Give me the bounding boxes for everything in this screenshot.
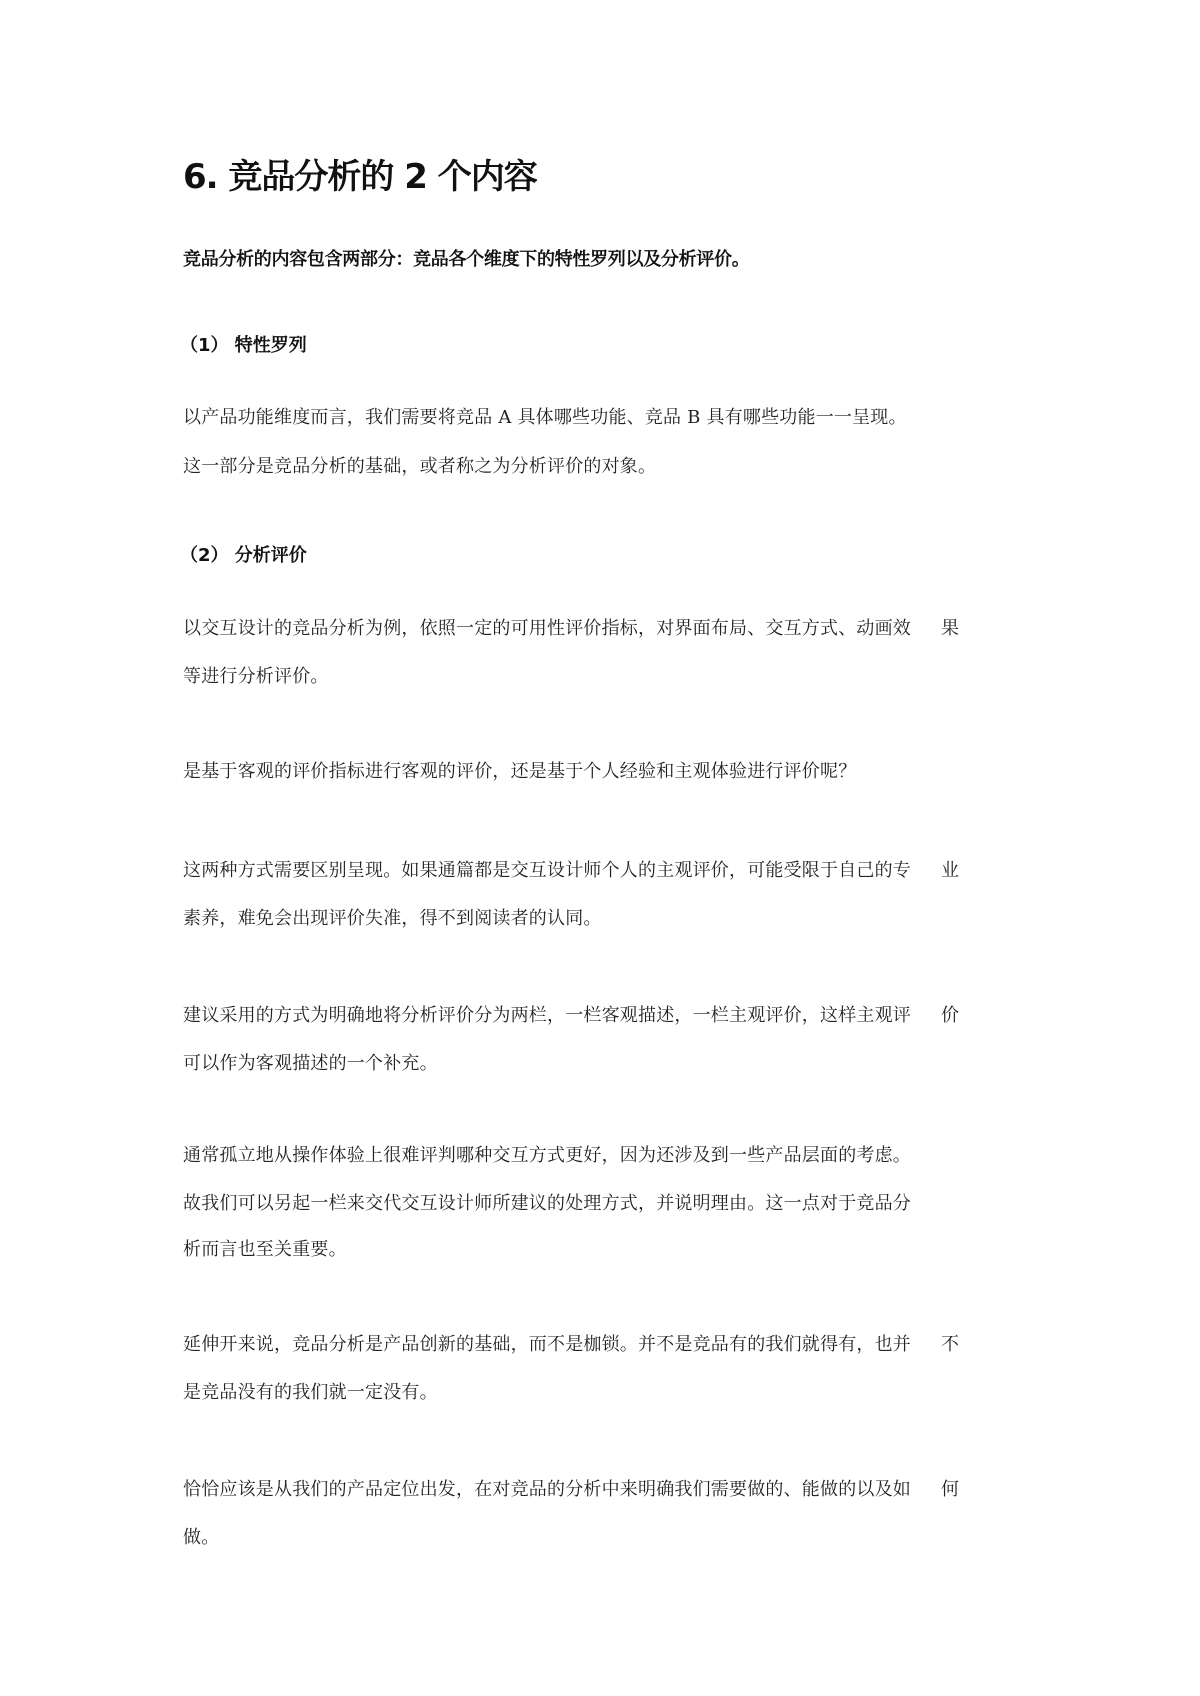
paragraph-line: 是基于客观的评价指标进行客观的评价，还是基于个人经验和主观体验进行评价呢？ — [183, 761, 857, 782]
line-text: 以交互设计的竞品分析为例，依照一定的可用性评价指标，对界面布局、交互方式、动画效 — [183, 618, 911, 639]
line-wrap-char: 何 — [941, 1479, 960, 1500]
paragraph-line: 等进行分析评价。 — [183, 666, 329, 687]
line-wrap-char: 业 — [941, 860, 960, 881]
intro-summary: 竞品分析的内容包含两部分：竞品各个维度下的特性罗列以及分析评价。 — [183, 249, 750, 270]
paragraph-line: 以产品功能维度而言，我们需要将竞品 A 具体哪些功能、竞品 B 具有哪些功能一一呈现。 — [183, 407, 907, 428]
paragraph-line: 可以作为客观描述的一个补充。 — [183, 1053, 438, 1074]
paragraph-line: 素养，难免会出现评价失准，得不到阅读者的认同。 — [183, 908, 602, 929]
line-wrap-char: 不 — [941, 1334, 960, 1355]
section-heading-analysis-evaluation: （2） 分析评价 — [180, 545, 307, 566]
line-text: 这两种方式需要区别呈现。如果通篇都是交互设计师个人的主观评价，可能受限于自己的专 — [183, 860, 911, 881]
paragraph-line — [183, 1007, 959, 1025]
line-wrap-char: 价 — [941, 1005, 960, 1026]
line-text: 建议采用的方式为明确地将分析评价分为两栏，一栏客观描述，一栏主观评价，这样主观评 — [183, 1005, 911, 1026]
line-wrap-char: 果 — [941, 618, 960, 639]
section-heading-feature-list: （1） 特性罗列 — [180, 335, 307, 356]
paragraph-line: 通常孤立地从操作体验上很难评判哪种交互方式更好，因为还涉及到一些产品层面的考虑。 — [183, 1145, 911, 1166]
paragraph-line — [183, 1481, 959, 1499]
paragraph-line: 做。 — [183, 1527, 220, 1548]
line-text: 延伸开来说，竞品分析是产品创新的基础，而不是枷锁。并不是竞品有的我们就得有，也并 — [183, 1334, 911, 1355]
paragraph-line: 故我们可以另起一栏来交代交互设计师所建议的处理方式，并说明理由。这一点对于竞品分 — [183, 1193, 911, 1214]
paragraph-line — [183, 862, 959, 880]
paragraph-line: 析而言也至关重要。 — [183, 1239, 347, 1260]
page-title: 6. 竞品分析的 2 个内容 — [183, 157, 537, 197]
paragraph-line: 这一部分是竞品分析的基础，或者称之为分析评价的对象。 — [183, 456, 657, 477]
paragraph-line — [183, 1336, 959, 1354]
paragraph-line: 是竞品没有的我们就一定没有。 — [183, 1382, 438, 1403]
paragraph-line — [183, 620, 959, 638]
line-text: 恰恰应该是从我们的产品定位出发，在对竞品的分析中来明确我们需要做的、能做的以及如 — [183, 1479, 911, 1500]
